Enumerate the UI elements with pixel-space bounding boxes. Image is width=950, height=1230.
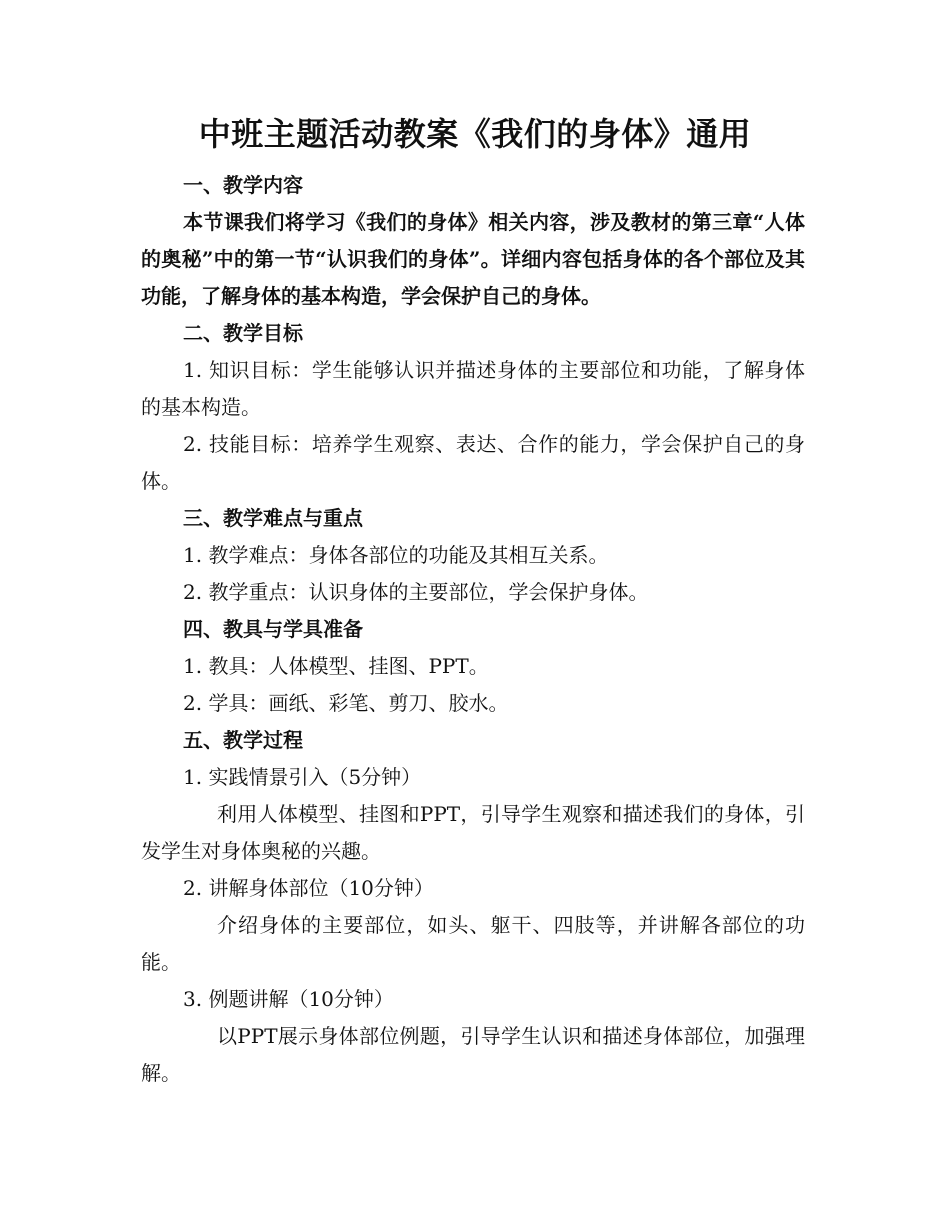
objective-knowledge: 1. 知识目标：学生能够认识并描述身体的主要部位和功能，了解身体的基本构造。 xyxy=(141,358,805,419)
key-point-item: 2. 教学重点：认识身体的主要部位，学会保护身体。 xyxy=(183,580,649,604)
process-step-title: 3. 例题讲解（10分钟） xyxy=(183,987,394,1011)
section-heading-objectives: 二、教学目标 xyxy=(183,321,303,345)
section-heading-difficulties: 三、教学难点与重点 xyxy=(183,506,363,530)
content-paragraph: 本节课我们将学习《我们的身体》相关内容，涉及教材的第三章“人体的奥秘”中的第一节“认识我们的身体”。详细内容包括身体的各个部位及其功能，了解身体的基本构造，学会保护自己的身体。 xyxy=(141,210,805,308)
process-step-title: 1. 实践情景引入（5分钟） xyxy=(183,765,422,789)
document-body xyxy=(141,167,805,1092)
section-heading-process: 五、教学过程 xyxy=(183,728,303,752)
process-step-detail: 以PPT展示身体部位例题，引导学生认识和描述身体部位，加强理解。 xyxy=(141,1024,805,1085)
process-step-detail: 利用人体模型、挂图和PPT，引导学生观察和描述我们的身体，引发学生对身体奥秘的兴趣。 xyxy=(141,802,805,863)
learning-tools-item: 2. 学具：画纸、彩笔、剪刀、胶水。 xyxy=(183,691,509,715)
objective-skills: 2. 技能目标：培养学生观察、表达、合作的能力，学会保护自己的身体。 xyxy=(141,432,805,493)
section-heading-materials: 四、教具与学具准备 xyxy=(183,617,363,641)
teaching-aids-item: 1. 教具：人体模型、挂图、PPT。 xyxy=(183,654,489,678)
document-title: 中班主题活动教案《我们的身体》通用 xyxy=(198,115,752,153)
section-heading-content: 一、教学内容 xyxy=(183,173,303,197)
difficulty-item: 1. 教学难点：身体各部位的功能及其相互关系。 xyxy=(183,543,609,567)
process-step-title: 2. 讲解身体部位（10分钟） xyxy=(183,876,434,900)
process-step-detail: 介绍身体的主要部位，如头、躯干、四肢等，并讲解各部位的功能。 xyxy=(141,913,805,974)
